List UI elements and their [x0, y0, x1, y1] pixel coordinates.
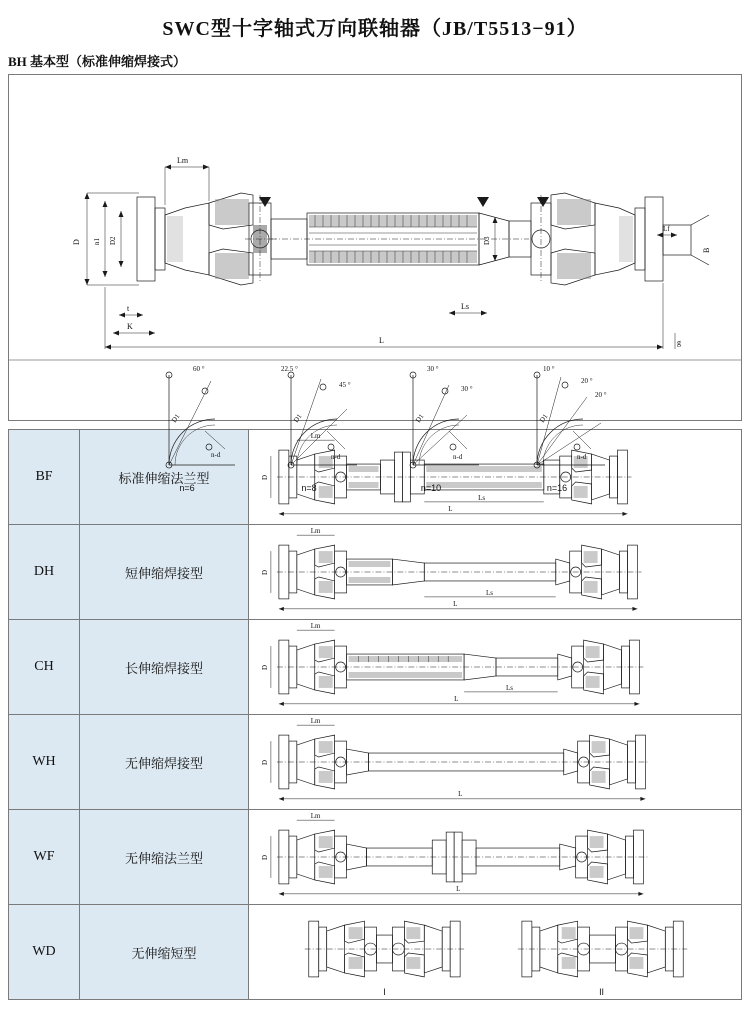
flange-caption-n6: n=6: [179, 483, 195, 493]
table-row: [9, 905, 742, 1000]
svg-text:Ls: Ls: [486, 588, 494, 597]
svg-text:D: D: [260, 759, 269, 765]
flange-diameter-label-d1-4: D1: [538, 412, 550, 425]
dim-label-lf: Lf: [663, 225, 670, 233]
variant-name-ch: 长伸缩焊接型: [80, 620, 249, 715]
variant-figure-wh: [249, 715, 742, 810]
variant-code-wd: WD: [9, 905, 80, 1000]
variant-code-ch: CH: [9, 620, 80, 715]
holes-label-n-d-2: n-d: [331, 453, 341, 461]
table-row: [9, 430, 742, 525]
dim-label-k: K: [127, 322, 133, 331]
angle-label-10: 10 °: [543, 365, 555, 373]
svg-text:D: D: [260, 664, 269, 670]
holes-label-n-d-3: n-d: [453, 453, 463, 461]
flange-diameter-label-d1: D1: [170, 412, 182, 425]
angle-label-30a: 30 °: [427, 365, 439, 373]
table-row: [9, 810, 742, 905]
dim-label-b: B: [702, 247, 711, 253]
svg-text:L: L: [456, 884, 461, 893]
wd-subfigure-1: [305, 921, 464, 997]
svg-text:L: L: [448, 504, 453, 513]
angle-label-22-5: 22.5 °: [281, 365, 298, 373]
variant-code-dh: DH: [9, 525, 80, 620]
flange-diameter-label-d1-3: D1: [414, 412, 426, 425]
svg-text:Lm: Lm: [310, 812, 321, 821]
angle-label-60: 60 °: [193, 365, 205, 373]
angle-label-20b: 20 °: [595, 391, 607, 399]
flange-caption-n10: n=10: [420, 483, 442, 493]
dim-label-ls: Ls: [461, 302, 469, 311]
svg-text:Lm: Lm: [310, 527, 321, 536]
svg-text:D: D: [260, 854, 269, 860]
variant-name-wh: 无伸缩焊接型: [80, 715, 249, 810]
angle-label-20a: 20 °: [581, 377, 593, 385]
svg-text:D: D: [260, 569, 269, 575]
holes-label-n-d-4: n-d: [577, 453, 587, 461]
variant-name-wd: 无伸缩短型: [80, 905, 249, 1000]
holes-label-n-d: n-d: [211, 451, 221, 459]
wd-subfigure-2: [518, 921, 687, 997]
table-row: [9, 715, 742, 810]
variant-code-wh: WH: [9, 715, 80, 810]
dim-label-lm: Lm: [177, 156, 189, 165]
angle-label-45: 45 °: [339, 381, 351, 389]
section-subtitle: BH 基本型（标准伸缩焊接式）: [8, 54, 187, 69]
dim-label-t: t: [127, 304, 130, 313]
table-row: [9, 620, 742, 715]
page-title: SWC型十字轴式万向联轴器（JB/T5513−91）: [162, 18, 588, 40]
table-row: [9, 525, 742, 620]
svg-text:Ls: Ls: [478, 493, 486, 502]
variant-figure-wf: [249, 810, 742, 905]
svg-text:Lm: Lm: [310, 432, 321, 441]
svg-text:D: D: [260, 474, 269, 480]
svg-text:L: L: [458, 789, 463, 798]
variant-code-wf: WF: [9, 810, 80, 905]
variant-name-dh: 短伸缩焊接型: [80, 525, 249, 620]
dim-label-d3: D3: [483, 236, 491, 245]
variants-table: [8, 429, 742, 1000]
svg-text:Lm: Lm: [310, 622, 321, 631]
variant-name-wf: 无伸缩法兰型: [80, 810, 249, 905]
svg-text:L: L: [453, 599, 458, 608]
dim-label-d: D: [72, 239, 81, 245]
flange-diameter-label-d1-2: D1: [292, 412, 304, 425]
variant-figure-bf: [249, 430, 742, 525]
variant-figure-wd: [249, 905, 742, 1000]
flange-caption-n8: n=8: [301, 483, 317, 493]
flange-caption-n16: n=16: [546, 483, 568, 493]
angle-label-30b: 30 °: [461, 385, 473, 393]
wd-subcaption-1: I: [383, 986, 386, 997]
dim-label-g: g: [677, 338, 681, 347]
variant-figure-dh: [249, 525, 742, 620]
svg-text:Lm: Lm: [310, 717, 321, 726]
variant-name-bf: 标准伸缩法兰型: [80, 430, 249, 525]
svg-text:L: L: [454, 694, 459, 703]
wd-subcaption-2: II: [599, 986, 605, 997]
dim-label-n1: n1: [93, 238, 101, 245]
dim-label-l: L: [379, 336, 384, 345]
variant-code-bf: BF: [9, 430, 80, 525]
svg-text:Ls: Ls: [505, 683, 513, 692]
variant-figure-ch: [249, 620, 742, 715]
dim-label-d2: D2: [109, 236, 117, 245]
